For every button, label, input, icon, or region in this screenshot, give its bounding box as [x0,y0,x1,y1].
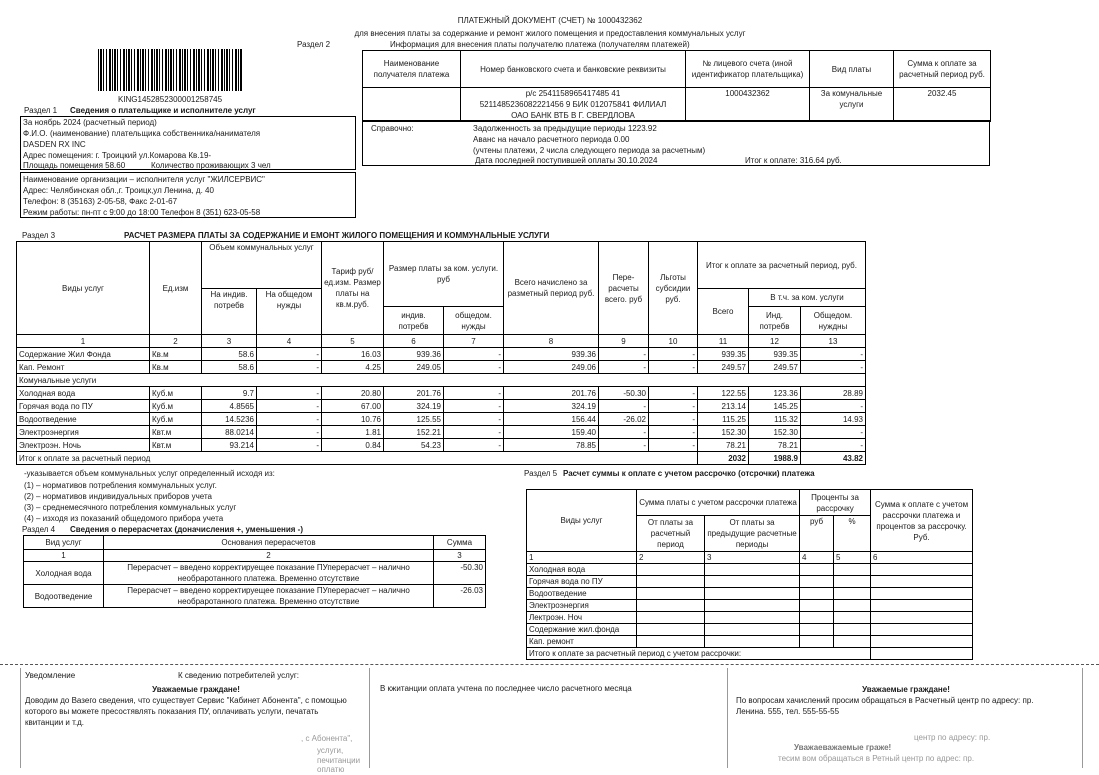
service-cell: 249.06 [504,361,599,374]
service-name: Водоотведение [17,413,150,426]
header-benefits: Льготы субсидии руб. [649,242,698,335]
installment-cell [834,564,871,576]
communal-services-label: Комунальные услуги [17,374,866,387]
service-cell: 152.21 [384,426,444,439]
installment-cell [871,600,973,612]
service-name: Холодная вода [17,387,150,400]
installment-cell [800,636,834,648]
service-cell: 78.85 [504,439,599,452]
section3-heading: РАСЧЕТ РАЗМЕРА ПЛАТЫ ЗА СОДЕРЖАНИЕ И ЕМОНТ ЖИЛОГО ПОМЕЩЕНИЯ И КОММУНАЛЬНЫЕ УСЛУГИ [124,231,550,240]
service-cell: -50.30 [599,387,649,400]
service-cell: Квт.м [150,439,202,452]
installment-cell [705,600,800,612]
service-cell: 324.19 [504,400,599,413]
left-faded-1: , с Абонента", [301,734,353,743]
service-row [17,413,866,426]
service-cell: - [649,361,698,374]
recalc-col-number: 2 [104,550,434,562]
service-cell: 1.81 [322,426,384,439]
reference-last-payment: Дата последней поступившей оплаты 30.10.2024 [475,156,658,165]
section2-label: Раздел 2 [297,40,331,49]
residents-count: Количество проживающих 3 чел [151,161,271,170]
barcode [98,49,242,91]
installment-row [527,612,973,624]
header-vol-ind: На индив. потребв [202,289,257,335]
installment-cell [637,588,705,600]
header-total: Итог к оплате за расчетный период, руб. [698,242,866,289]
service-cell: - [444,400,504,413]
total-all: 2032 [698,452,749,465]
service-cell: - [444,413,504,426]
installment-cell [800,612,834,624]
section3-label: Раздел 3 [22,231,56,240]
premises-address: Адрес помещения: г. Троицкий ул.Комарова Кв.19- [23,151,212,160]
service-cell: - [649,348,698,361]
left-text-2: которого вы можете пресостявлять показания ПУ, оплачивать услуги, печатать [25,707,319,716]
col-number: 13 [801,335,866,348]
service-cell: - [801,426,866,439]
service-name: Электроэн. Ночь [17,439,150,452]
col-number: 10 [649,335,698,348]
cut-line [0,664,1099,665]
service-cell: 58.6 [202,348,257,361]
inst-header-service: Виды услуг [527,490,637,552]
installment-cell [834,636,871,648]
greeting-left: Уважаемые граждане! [152,685,240,694]
service-cell: - [801,348,866,361]
installment-row [527,636,973,648]
header-incl-ind: Инд. потребв [749,307,801,335]
inst-header-total: Сумма к оплате с учетом рассрочки платежа и процентов за рассрочку. Руб. [871,490,973,552]
service-cell: 939.36 [504,348,599,361]
footer-left-panel [20,668,370,775]
service-cell: - [444,361,504,374]
service-cell: - [599,348,649,361]
installment-cell [705,564,800,576]
inst-header-previous: От платы за предыдущие расчетные периоды [705,516,800,552]
col-number: 1 [17,335,150,348]
col-header-bank: Номер банковского счета и банковские реквизиты [461,51,686,88]
installment-cell [637,612,705,624]
service-cell: 9.7 [202,387,257,400]
service-cell: -26.02 [599,413,649,426]
header-recalc: Пере-расчеты всего. руб [599,242,649,335]
note-1: (1) – нормативов потребления коммунальных услуг. [24,481,217,490]
service-cell: - [257,361,322,374]
service-cell: 115.25 [698,413,749,426]
installment-service: Горячая вода по ПУ [527,576,637,588]
left-text-1: Доводим до Вазего сведения, что существует Сервис "Кабинет Абонента", с помощью [25,696,347,705]
service-cell: 67.00 [322,400,384,413]
service-row [17,426,866,439]
consumers-label: К сведению потребителей услуг: [178,671,299,680]
installment-cell [871,588,973,600]
section2-heading: Информация для внесения платы получателю платежа (получателям платежей) [390,40,690,49]
inst-total-value [871,648,973,660]
section1-heading: Сведения о плательщике и исполнителе услуг [70,106,256,115]
reference-note: (учтены платежи, 2 числа следующего периода за расчетным) [473,146,706,155]
service-name: Содержание Жил Фонда [17,348,150,361]
note-3: (3) – среднемесячного потребления коммунальных услуг [24,503,237,512]
inst-col-number: 2 [637,552,705,564]
inst-col-number: 6 [871,552,973,564]
installment-row [527,624,973,636]
total-label: Итог к оплате за расчетный период [17,452,698,465]
recalc-sum: -50.30 [434,562,486,585]
service-cell: 159.40 [504,426,599,439]
provider-address: Адрес: Челябинская обл.,г. Троицк,ул Ленина, д. 40 [23,186,214,195]
service-cell: - [649,439,698,452]
service-row [17,400,866,413]
service-cell: 324.19 [384,400,444,413]
service-cell: 152.30 [749,426,801,439]
service-cell: - [257,413,322,426]
service-cell: 249.57 [749,361,801,374]
installment-table [526,489,973,660]
service-cell: - [649,387,698,400]
col-number: 5 [322,335,384,348]
service-cell: 145.25 [749,400,801,413]
installment-cell [834,576,871,588]
service-cell: Куб.м [150,400,202,413]
header-incl-common: Общедом. нуждны [801,307,866,335]
bank-line-1: р/с 2541158965417485 41 [525,89,621,98]
reference-debt: Задолженность за предыдущие периоды 1223.92 [473,124,657,133]
installment-service: Содержание жил.фонда [527,624,637,636]
installment-cell [871,564,973,576]
section5-heading: Расчет суммы к оплате с учетом рассрочко (отсрочки) платежа [563,469,815,478]
service-cell: Квт.м [150,426,202,439]
total-common: 43.82 [801,452,866,465]
service-cell: 125.55 [384,413,444,426]
recalc-service: Холодная вода [24,562,104,585]
left-text-3: квитанции и т.д. [25,718,84,727]
recipient-cell [363,88,461,122]
service-cell: - [257,348,322,361]
service-cell: - [257,400,322,413]
document-title: ПЛАТЕЖНЫЙ ДОКУМЕНТ (СЧЕТ) № 1000432362 [457,16,643,25]
installment-cell [834,624,871,636]
payment-type: За комунальные услуги [810,88,894,122]
reference-advance: Аванс на начало расчетного периода 0.00 [473,135,630,144]
service-cell: 78.21 [698,439,749,452]
service-cell: 28.89 [801,387,866,400]
recalc-sum: -26.03 [434,585,486,608]
col-number: 7 [444,335,504,348]
service-cell: 16.03 [322,348,384,361]
col-number: 9 [599,335,649,348]
service-cell: - [444,387,504,400]
installment-row [527,600,973,612]
installment-row [527,564,973,576]
service-cell: 156.44 [504,413,599,426]
payer-name: DASDEN RX INC [23,140,86,149]
provider-hours: Режим работы: пн-пт с 9:00 до 18:00 Телефон 8 (351) 623-05-58 [23,208,261,217]
installment-service: Кап. ремонт [527,636,637,648]
service-cell: 10.76 [322,413,384,426]
reference-label: Справочно: [371,124,414,133]
service-cell: - [257,439,322,452]
recalc-basis: необраротанного платежа. Временно отсутствие [177,597,360,606]
installment-cell [800,564,834,576]
installment-cell [705,624,800,636]
recalc-service: Водоотведение [24,585,104,608]
header-tariff: Тариф руб/ед.изм. Размер платы на кв.м.руб. [322,242,384,335]
col-number: 12 [749,335,801,348]
service-cell: - [801,439,866,452]
right-text-2: Ленина. 555, тел. 555-55-55 [736,707,840,716]
service-cell: 213.14 [698,400,749,413]
amount-due: 2032.45 [894,88,991,122]
service-cell: 78.21 [749,439,801,452]
service-cell: - [257,426,322,439]
col-header-recipient: Наименование получателя платежа [363,51,461,88]
installment-cell [637,564,705,576]
installment-cell [705,576,800,588]
inst-header-sum: Сумма платы с учетом рассрочки платежа [637,490,800,516]
col-header-account: № лицевого счета (иной идентификатор плательщика) [686,51,810,88]
service-cell: 93.214 [202,439,257,452]
header-unit: Ед.изм [150,242,202,335]
inst-header-rub: руб [800,516,834,552]
recipient-table [362,50,991,122]
service-cell: 88.0214 [202,426,257,439]
installment-service: Лектроэн. Ноч [527,612,637,624]
service-cell: 14.93 [801,413,866,426]
service-cell: Кв.м [150,348,202,361]
total-row [17,452,866,465]
service-row [17,348,866,361]
inst-col-number: 3 [705,552,800,564]
recalc-basis: Перерасчет – введено корректируещее показание ПУперерасчет – налично [127,586,410,595]
recalc-row [24,562,486,585]
service-name: Электроэнергия [17,426,150,439]
installment-cell [705,636,800,648]
service-cell: - [801,361,866,374]
service-cell: - [257,387,322,400]
col-number: 3 [202,335,257,348]
recalc-header-basis: Основания перерасчетов [104,536,434,550]
service-cell: - [599,400,649,413]
installment-cell [637,636,705,648]
service-cell: 201.76 [504,387,599,400]
installment-cell [800,600,834,612]
recalc-basis: Перерасчет – введено корректируещее показание ПУперерасчет – налично [127,563,410,572]
installment-cell [871,624,973,636]
service-cell: Куб.м [150,387,202,400]
provider-name: Наименование организации – исполнителя услуг "ЖИЛСЕРВИС" [23,175,265,184]
header-incl: В т.ч. за ком. услуги [749,289,866,307]
header-size-ind: индив. потребв [384,307,444,335]
right-faded-1: центр по адресу: пр. [914,733,991,742]
header-vol-common: На общедом нужды [257,289,322,335]
provider-info-box [20,172,356,218]
header-service: Виды услуг [17,242,150,335]
service-cell: 4.25 [322,361,384,374]
service-cell: - [649,413,698,426]
service-cell: 939.35 [698,348,749,361]
service-cell: - [444,348,504,361]
col-number: 2 [150,335,202,348]
installment-cell [637,576,705,588]
provider-phone: Телефон: 8 (35163) 2-05-58, Факс 2-01-67 [23,197,178,206]
service-cell: 939.36 [384,348,444,361]
center-text: В кжитанции оплата учтена по последнее число расчетного месяца [380,684,632,693]
installment-service: Холодная вода [527,564,637,576]
column-numbers-row [17,335,866,348]
premises-area: Площадь помещения 58.60 [23,161,126,170]
service-cell: - [801,400,866,413]
col-number: 8 [504,335,599,348]
installment-cell [705,612,800,624]
recalc-table [23,535,486,608]
recalc-row [24,585,486,608]
charges-table [16,241,866,465]
service-cell: - [649,426,698,439]
service-row [17,387,866,400]
service-cell: - [444,426,504,439]
recalc-header-sum: Сумма [434,536,486,550]
inst-header-pct: Проценты за рассрочку [800,490,871,516]
installment-cell [800,588,834,600]
greeting-right: Уважаемые граждане! [862,685,950,694]
service-cell: 249.57 [698,361,749,374]
service-cell: 122.55 [698,387,749,400]
header-total-all: Всего [698,289,749,335]
recalc-basis: необраротанного платежа. Временно отсутствие [177,574,360,583]
installment-cell [800,576,834,588]
payer-info-box [20,116,356,170]
service-row [17,439,866,452]
installment-cell [637,600,705,612]
service-cell: 20.80 [322,387,384,400]
service-row [17,361,866,374]
service-cell: 123.36 [749,387,801,400]
section4-label: Раздел 4 [22,525,56,534]
service-cell: 115.32 [749,413,801,426]
service-cell: 54.23 [384,439,444,452]
installment-service: Водоотведение [527,588,637,600]
installment-cell [834,600,871,612]
billing-period: За ноябрь 2024 (расчетный период) [23,118,157,127]
service-cell: 939.35 [749,348,801,361]
inst-total-label: Итого к оплате за расчетный период с учетом рассрочки: [527,648,871,660]
bank-line-3: ОАО БАНК ВТБ В Г. СВЕРДЛОВА [511,111,635,120]
section4-heading: Сведения о перерасчетах (доначисления +, уменьшения -) [70,525,303,534]
service-cell: Куб.м [150,413,202,426]
note-2: (2) – нормативов индивидуальных приборов учета [24,492,212,501]
notice-label: Уведомление [25,671,76,680]
installment-cell [637,624,705,636]
installment-row [527,588,973,600]
service-cell: 201.76 [384,387,444,400]
col-number: 11 [698,335,749,348]
col-header-payment-type: Вид платы [810,51,894,88]
document-subtitle: для внесения платы за содержание и ремонт жилого помещения и предоставления коммунальных услуг [354,29,746,38]
inst-col-number: 4 [800,552,834,564]
installment-cell [834,588,871,600]
installment-cell [834,612,871,624]
inst-col-number: 5 [834,552,871,564]
installment-cell [705,588,800,600]
service-cell: - [599,426,649,439]
service-cell: 0.84 [322,439,384,452]
installment-row [527,576,973,588]
installment-cell [871,636,973,648]
right-faded-3: тесим вом обращаться в Ретный центр по адрес: пр. [778,754,975,763]
service-cell: - [444,439,504,452]
installment-cell [871,576,973,588]
service-name: Горячая вода по ПУ [17,400,150,413]
header-accrued: Всего начислено за разметный период руб. [504,242,599,335]
section1-label: Раздел 1 [24,106,58,115]
reference-total: Итог к оплате: 316.64 руб. [745,156,842,165]
note-intro: -указывается объем коммунальных услуг определенный исходя из: [24,469,275,478]
right-text-1: По вопросам хачислений просим обращаться в Расчетный центр по адресу: пр. [736,696,1034,705]
note-4: (4) – изходя из показаний общедомого прибора учета [24,514,224,523]
col-number: 6 [384,335,444,348]
service-cell: 152.30 [698,426,749,439]
service-cell: - [649,400,698,413]
inst-col-number: 1 [527,552,637,564]
header-volume: Объем коммунальных услуг [202,242,322,289]
header-size: Размер платы за ком. услуги. руб [384,242,504,307]
service-cell: 14.5236 [202,413,257,426]
service-name: Кап. Ремонт [17,361,150,374]
inst-header-current: От платы за расчетный период [637,516,705,552]
barcode-number: KING1452852300001258745 [117,95,223,104]
installment-service: Электроэнергия [527,600,637,612]
total-ind: 1988.9 [749,452,801,465]
recalc-col-number: 1 [24,550,104,562]
reference-box [362,120,990,166]
header-size-common: общедом. нужды [444,307,504,335]
installment-cell [871,612,973,624]
service-cell: - [599,439,649,452]
bank-line-2: 5211485236082221456 9 БИК 012075841 ФИЛИАЛ [479,100,667,109]
installment-cell [800,624,834,636]
footer-right-panel [727,668,1083,768]
service-cell: 249.05 [384,361,444,374]
left-faded-2: услуги, печитанции оплатю [317,746,361,775]
col-number: 4 [257,335,322,348]
inst-header-percent: % [834,516,871,552]
section5-label: Раздел 5 [524,469,558,478]
right-faded-2: Уважаеважаемые граже! [794,743,892,752]
service-cell: 4.8565 [202,400,257,413]
col-header-amount: Сумма к оплате за расчетный период руб. [894,51,991,88]
recalc-col-number: 3 [434,550,486,562]
account-number: 1000432362 [686,88,810,122]
recalc-header-service: Вид услуг [24,536,104,550]
payer-name-label: Ф.И.О. (наименование) плательщика собственника/нанимателя [23,129,261,138]
service-cell: - [599,361,649,374]
service-cell: 58.6 [202,361,257,374]
service-cell: Кв.м [150,361,202,374]
